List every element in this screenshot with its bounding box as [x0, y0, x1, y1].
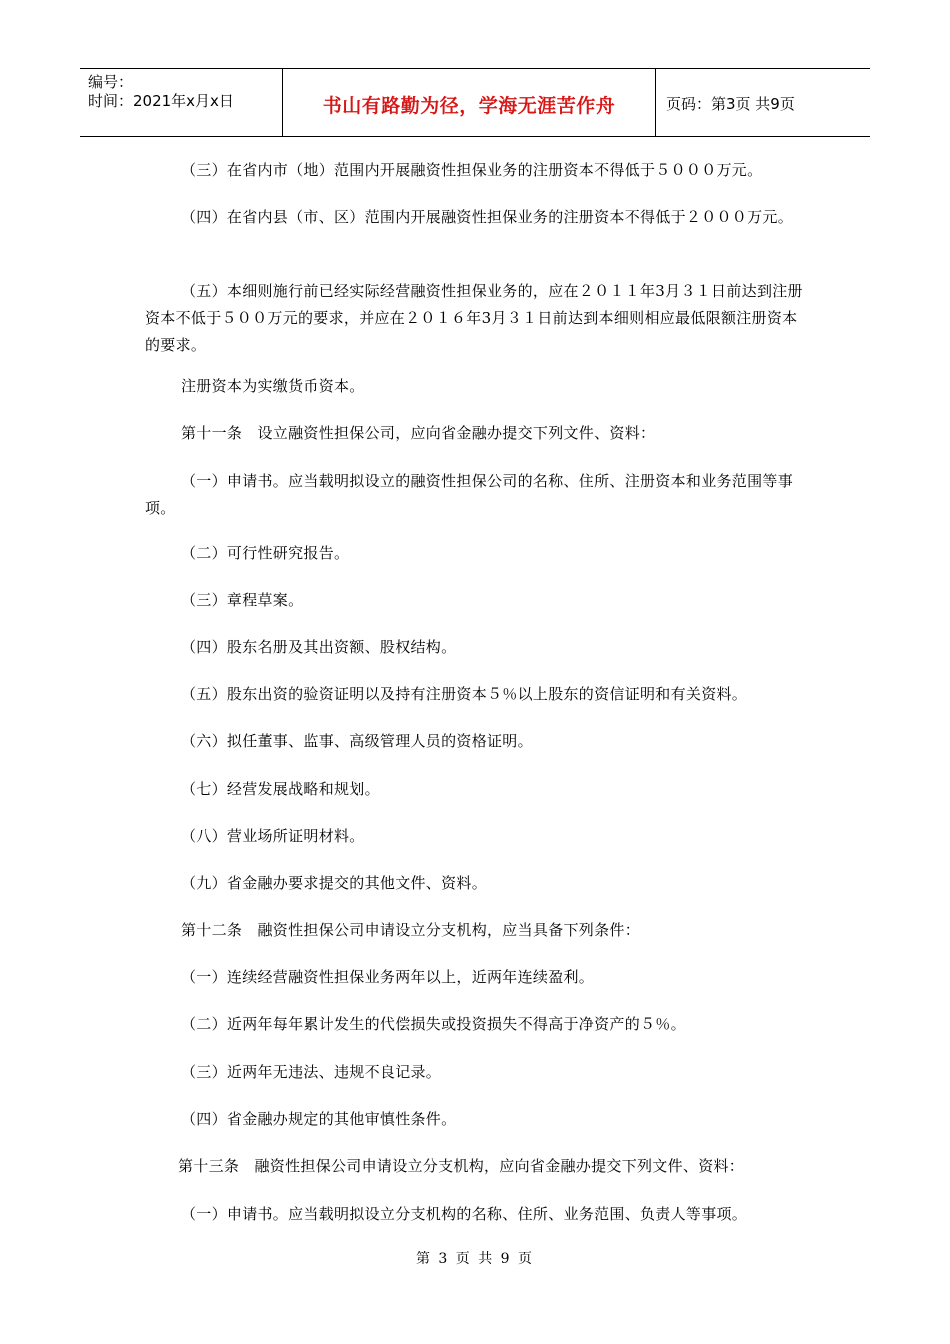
paragraph: （四）股东名册及其出资额、股权结构。 [181, 638, 457, 656]
paragraph: （六）拟任董事、监事、高级管理人员的资格证明。 [181, 732, 533, 750]
paragraph: （五）本细则施行前已经实际经营融资性担保业务的，应在２０１１年3月３１日前达到注册资本不低于５００万元的要求，并应在２０１６年3月３１日前达到本细则相应最低限额注册资本的要求。 [145, 282, 803, 354]
page-footer: 第 3 页 共 9 页 [415, 1251, 535, 1267]
header-motto-cell [283, 69, 656, 136]
paragraph: （四）省金融办规定的其他审慎性条件。 [181, 1110, 457, 1128]
paragraph: （九）省金融办要求提交的其他文件、资料。 [181, 874, 488, 892]
header-info-cell [80, 69, 283, 136]
article-heading: 第十三条 融资性担保公司申请设立分支机构，应向省金融办提交下列文件、资料： [178, 1157, 745, 1175]
page-header [80, 68, 870, 137]
paragraph: （七）经营发展战略和规划。 [181, 780, 380, 798]
paragraph: （一）申请书。应当载明拟设立分支机构的名称、住所、业务范围、负责人等事项。 [181, 1205, 748, 1223]
paragraph: （二）可行性研究报告。 [181, 544, 350, 562]
paragraph: （五）股东出资的验资证明以及持有注册资本５％以上股东的资信证明和有关资料。 [181, 685, 748, 703]
header-page-cell [656, 69, 870, 136]
paragraph: （一）申请书。应当载明拟设立的融资性担保公司的名称、住所、注册资本和业务范围等事项。 [145, 472, 794, 517]
paragraph: （四）在省内县（市、区）范围内开展融资性担保业务的注册资本不得低于２０００万元。 [181, 208, 794, 226]
header-page-indicator: 页码：第3页 共9页 [666, 95, 795, 113]
article-heading: 第十一条 设立融资性担保公司，应向省金融办提交下列文件、资料： [181, 424, 656, 442]
paragraph: （三）近两年无违法、违规不良记录。 [181, 1063, 442, 1081]
paragraph: （二）近两年每年累计发生的代偿损失或投资损失不得高于净资产的５％。 [181, 1015, 686, 1033]
paragraph: （八）营业场所证明材料。 [181, 827, 365, 845]
header-motto: 书山有路勤为径，学海无涯苦作舟 [322, 95, 616, 117]
paragraph: （一）连续经营融资性担保业务两年以上，近两年连续盈利。 [181, 968, 595, 986]
article-heading: 第十二条 融资性担保公司申请设立分支机构，应当具备下列条件： [181, 921, 641, 939]
document-number-label: 编号： [88, 73, 134, 91]
paragraph: 注册资本为实缴货币资本。 [181, 377, 365, 395]
paragraph: （三）章程草案。 [181, 591, 304, 609]
paragraph: （三）在省内市（地）范围内开展融资性担保业务的注册资本不得低于５０００万元。 [181, 161, 763, 179]
document-time-label: 时间：2021年x月x日 [88, 92, 234, 110]
